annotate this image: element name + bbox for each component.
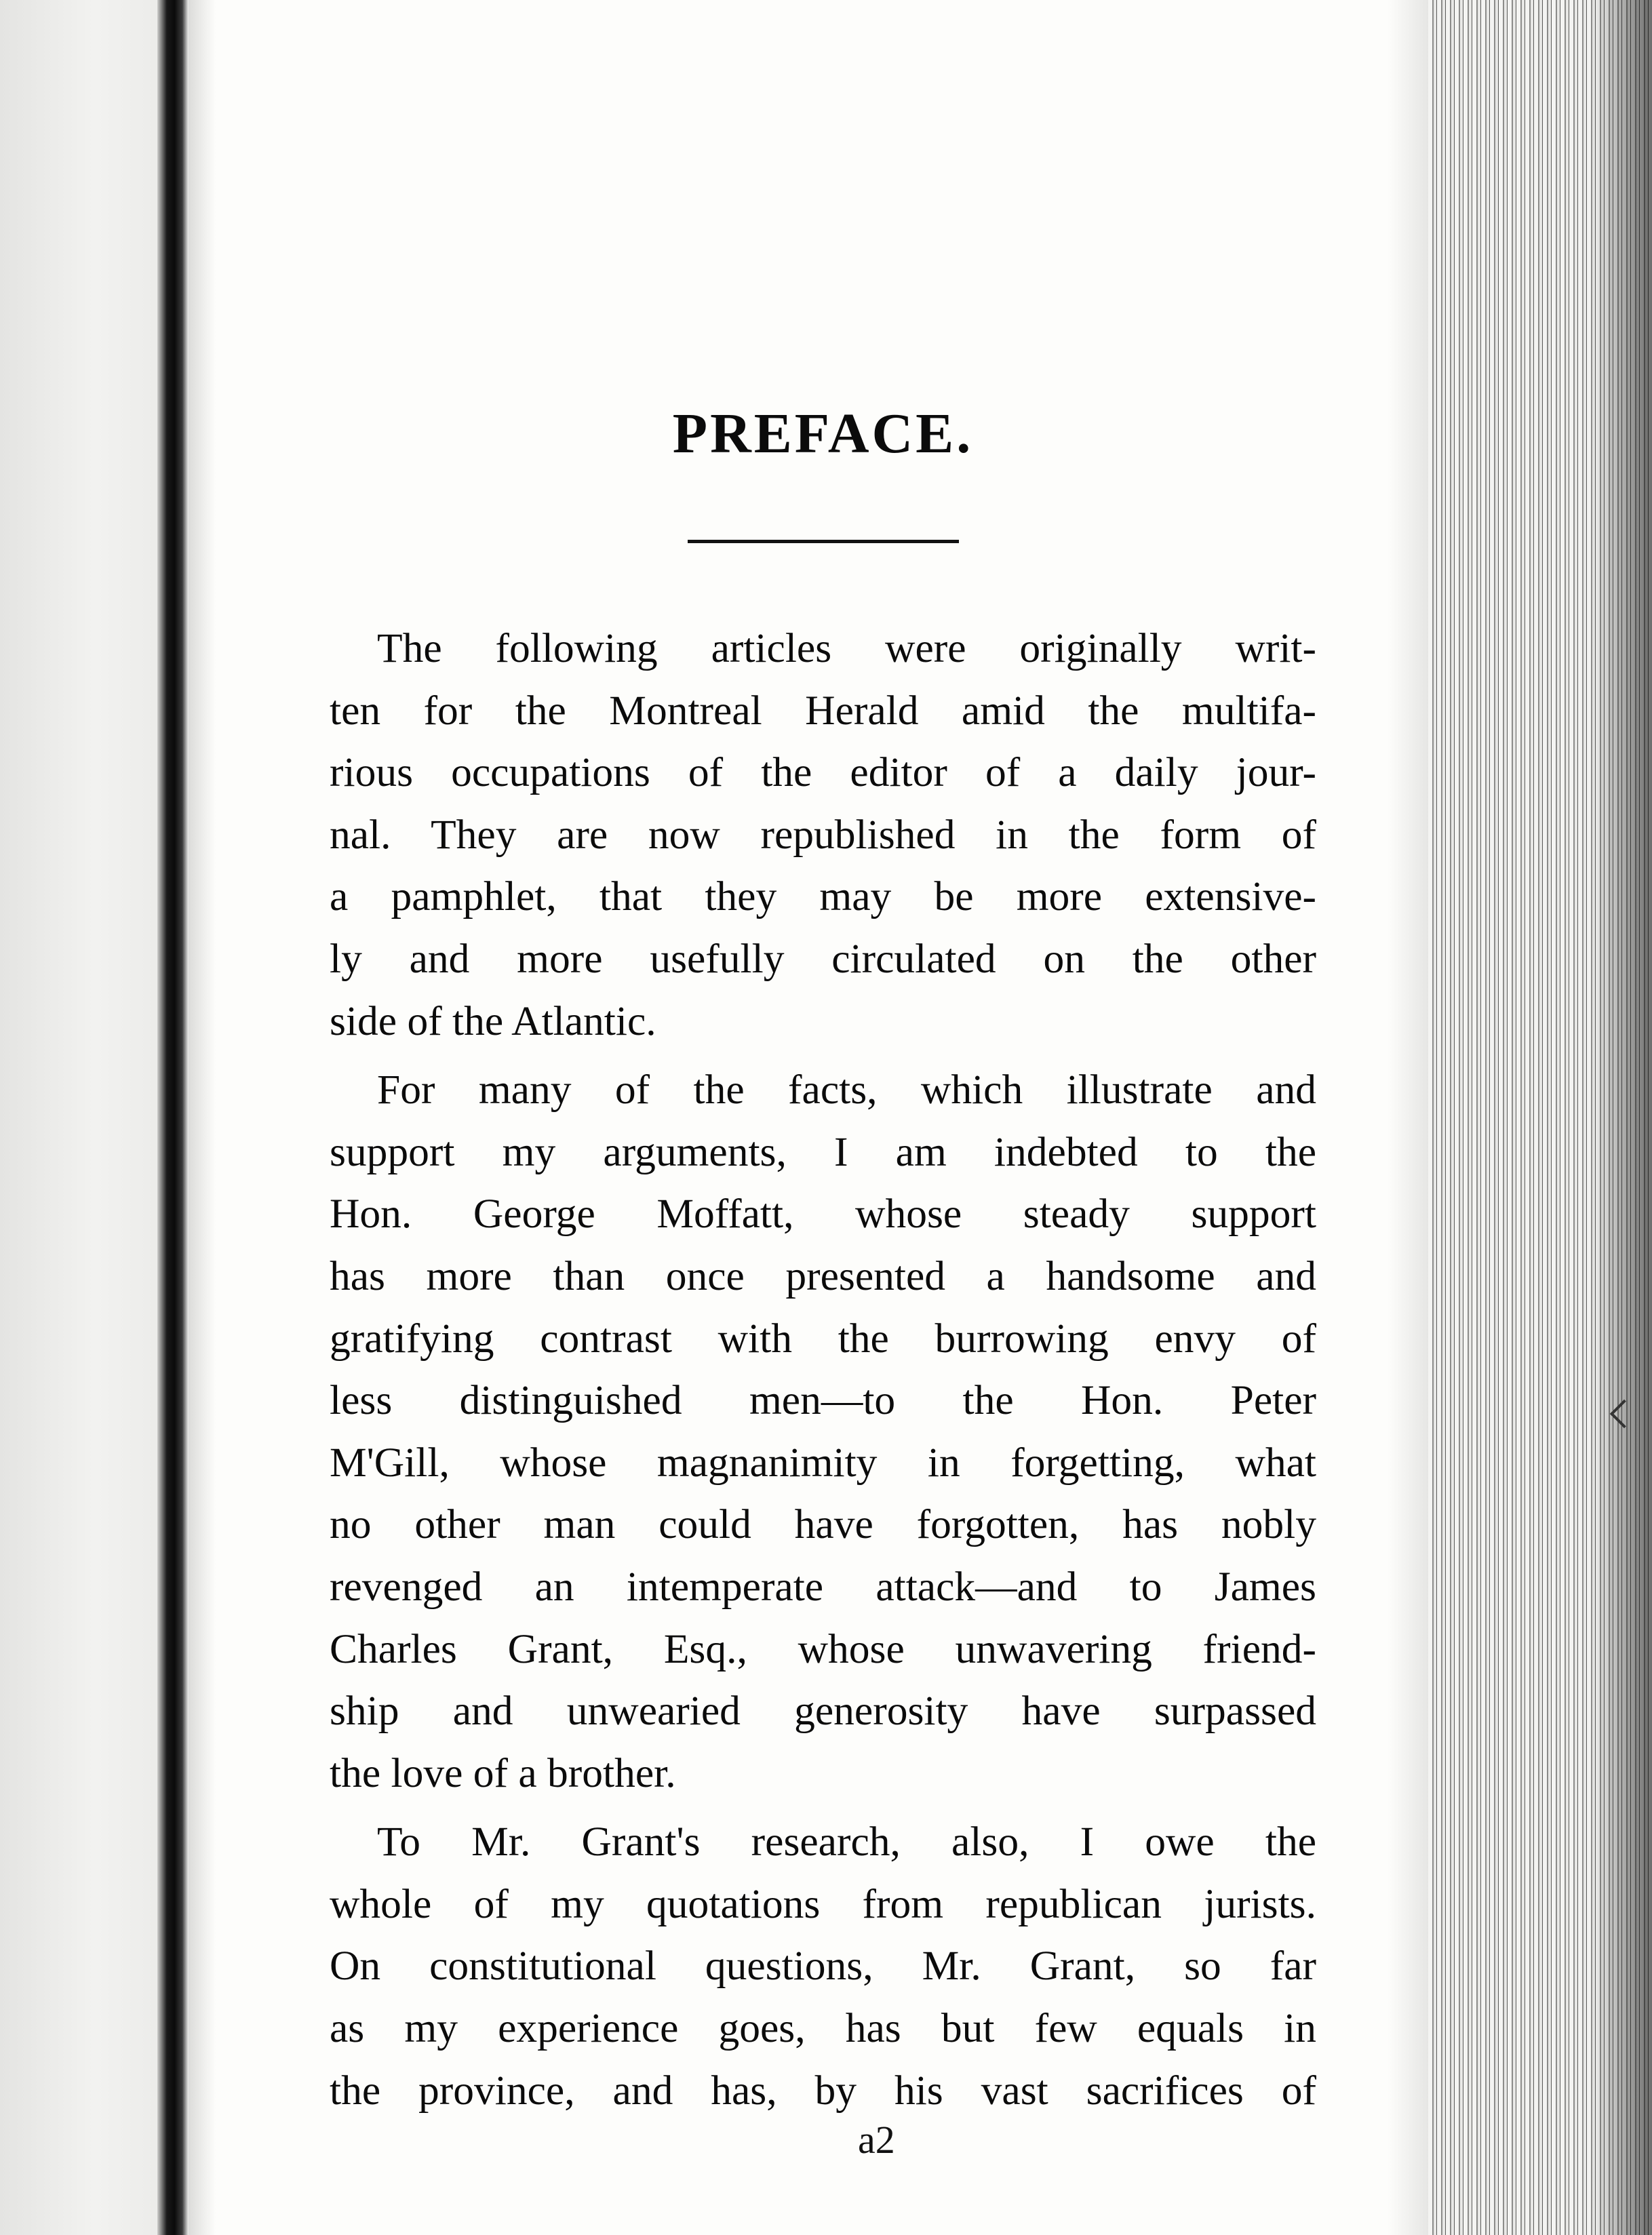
text-line: as my experience goes, has but few equals in xyxy=(330,2005,1316,2052)
page-stack-shadow xyxy=(1591,0,1652,2235)
text-line: a pamphlet, that they may be more extensive- xyxy=(330,873,1316,920)
page-text-block xyxy=(330,393,1316,2129)
text-line: revenged an intemperate attack—and to James xyxy=(330,1563,1316,1610)
signature-mark: a2 xyxy=(858,2118,895,2162)
paragraph-3 xyxy=(330,1811,1316,2122)
text-line: gratifying contrast with the burrowing envy of xyxy=(330,1315,1316,1362)
text-line: To Mr. Grant's research, also, I owe the xyxy=(377,1819,1316,1865)
gutter-shadow xyxy=(189,0,216,2235)
text-line: side of the Atlantic. xyxy=(330,997,656,1044)
book-gutter xyxy=(157,0,189,2235)
text-line: has more than once presented a handsome and xyxy=(330,1252,1316,1299)
page-title: PREFACE. xyxy=(672,402,974,465)
text-line: Hon. George Moffatt, whose steady support xyxy=(330,1191,1316,1238)
text-line: On constitutional questions, Mr. Grant, so far xyxy=(330,1943,1316,1990)
paragraph-2 xyxy=(330,1059,1316,1804)
text-line: support my arguments, I am indebted to the xyxy=(330,1128,1316,1175)
text-line: rious occupations of the editor of a daily jour- xyxy=(330,749,1316,796)
text-line: For many of the facts, which illustrate and xyxy=(377,1067,1316,1113)
page-edge-fade xyxy=(1388,0,1428,2235)
text-line: the province, and has, by his vast sacrifices of xyxy=(330,2067,1316,2114)
text-line: ly and more usefully circulated on the other xyxy=(330,935,1316,982)
text-line: Charles Grant, Esq., whose unwavering friend- xyxy=(330,1625,1316,1672)
title-rule xyxy=(688,540,959,543)
text-line: less distinguished men—to the Hon. Peter xyxy=(330,1377,1316,1424)
text-line: whole of my quotations from republican jurists. xyxy=(330,1880,1316,1927)
paragraph-1 xyxy=(330,618,1316,1052)
text-line: ten for the Montreal Herald amid the multifa- xyxy=(330,687,1316,734)
text-line: the love of a brother. xyxy=(330,1749,676,1796)
text-line: M'Gill, whose magnanimity in forgetting, what xyxy=(330,1439,1316,1486)
previous-page-edge xyxy=(0,0,157,2235)
text-line: nal. They are now republished in the form of xyxy=(330,811,1316,858)
text-line: ship and unwearied generosity have surpassed xyxy=(330,1688,1316,1735)
text-line: The following articles were originally writ- xyxy=(377,625,1316,671)
text-line: no other man could have forgotten, has nobly xyxy=(330,1501,1316,1548)
